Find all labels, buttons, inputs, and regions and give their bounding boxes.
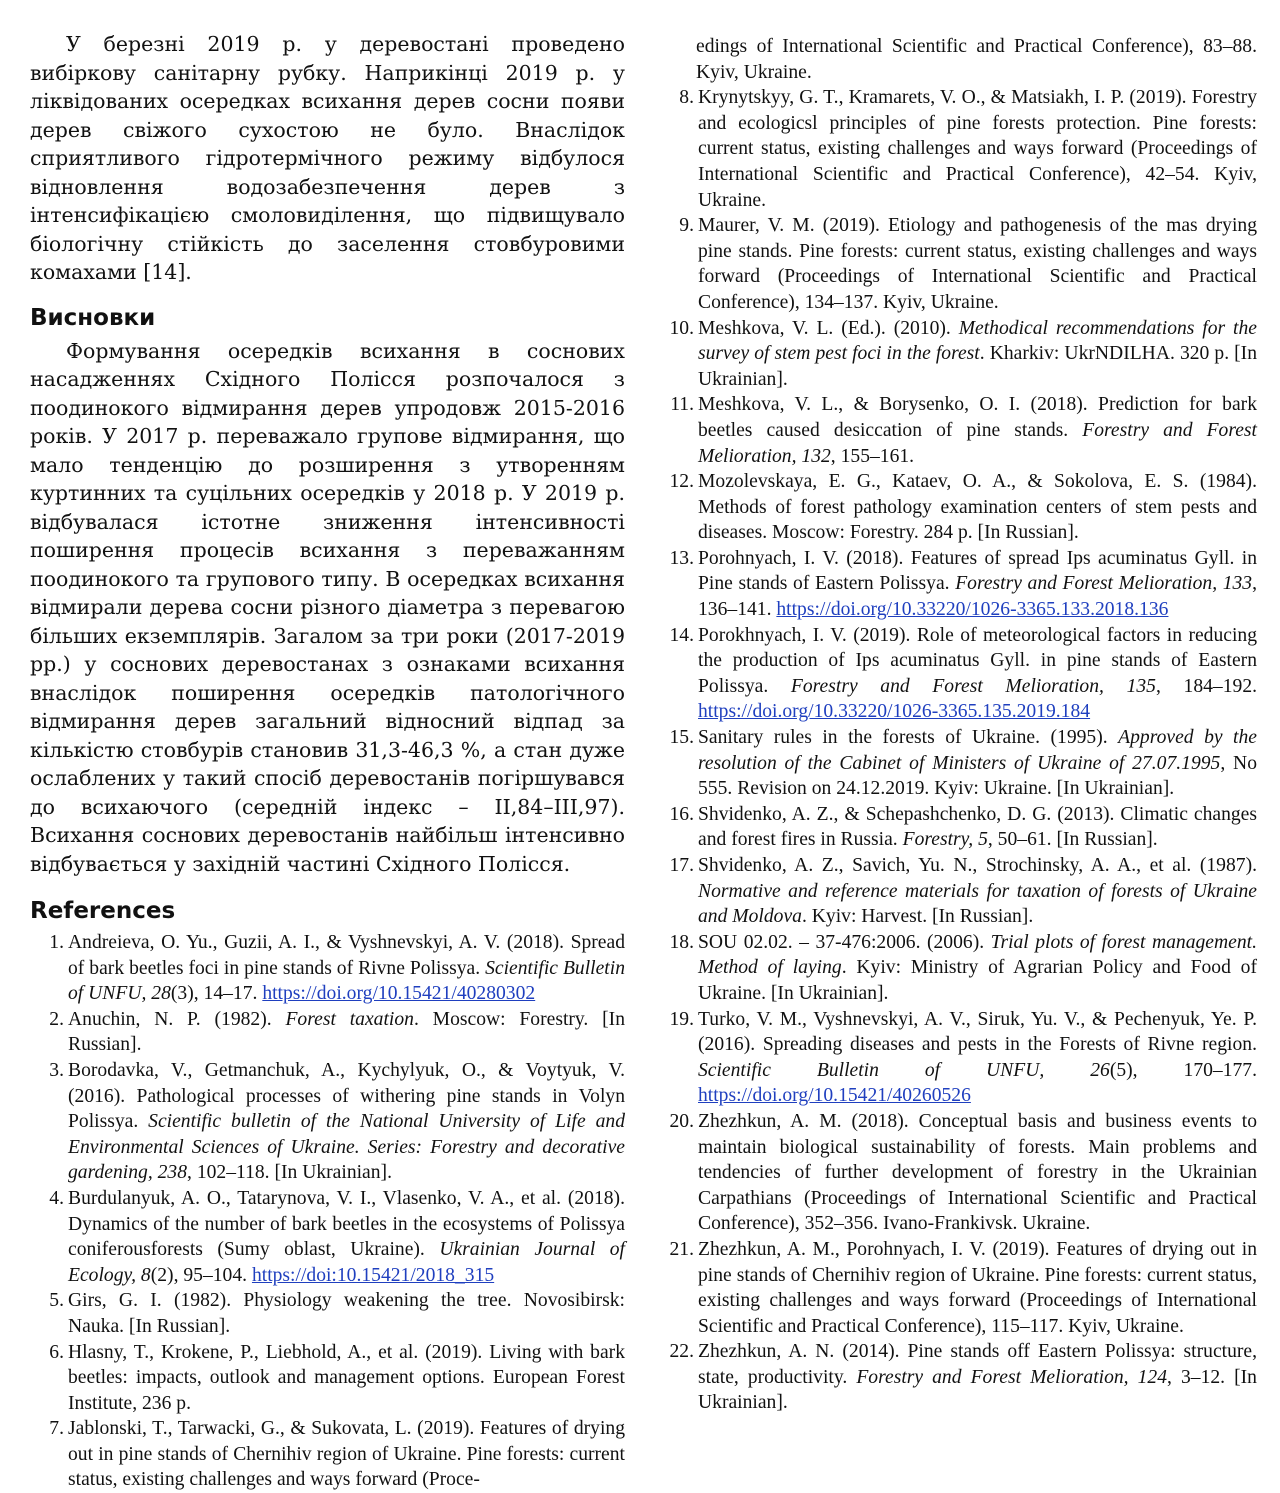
body-paragraph: У березні 2019 р. у деревостані проведено вибіркову санітарну рубку. Наприкінці 2019 р. у ліквідованих осередках всихання дерев сосни появи дерев свіжого сухостою не було. Внаслідок сприятливого гідротермічного режиму відбулося відновлення водозабезпечення дерев з інтенсифікацією смоловиділення, що підвищувало біологічну стійкість до заселення стовбуровими комахами [14].: [30, 32, 625, 284]
reference-continuation: edings of International Scientific and Practical Conference), 83–88. Kyiv, Ukraine.: [696, 36, 1257, 83]
reference-source-title: Scientific bulletin of the National University of Life and Environmental Sciences of Ukraine. Series: Forestry and decorative gardening, 238: [68, 1111, 625, 1184]
reference-main-text: Porohnyach, I. V. (2018). Features of spread Ips acuminatus Gyll. in Pine stands of Eastern Polissya.: [698, 547, 1257, 595]
right-column: [660, 34, 1257, 1416]
reference-main-text: Zhezhkun, A. M., Porohnyach, I. V. (2019). Features of drying out in pine stands of Chernihiv region of Ukraine. Pine forests: current status, existing challenges and ways forward (Proceedings of International Scientific and Practical Conference), 115–117. Kyiv, Ukraine.: [698, 1238, 1257, 1337]
reference-main-text: Borodavka, V., Getmanchuk, A., Kychylyuk, O., & Voytyuk, V. (2016). Pathological processes of withering pine stands in Volyn Polissya.: [68, 1059, 625, 1133]
reference-number: 17.: [669, 855, 694, 876]
reference-main-text: Girs, G. I. (1982). Physiology weakening the tree. Novosibirsk: Nauka. [In Russian].: [68, 1290, 625, 1337]
reference-source-title: Ukrainian Journal of Ecology, 8: [68, 1239, 625, 1286]
reference-number: 7.: [49, 1418, 64, 1440]
reference-number: 2.: [49, 1008, 64, 1030]
reference-text: [698, 725, 1257, 802]
reference-item: [660, 623, 1257, 725]
reference-details: (5), 170–177.: [1109, 1059, 1258, 1081]
reference-text: [698, 213, 1257, 315]
reference-details: . Moscow: Forestry. [In Russian].: [68, 1008, 626, 1056]
reference-source-title: Methodical recommendations for the survey of stem pest foci in the forest: [698, 317, 1257, 365]
reference-number: 4.: [49, 1187, 64, 1209]
reference-item: [660, 1339, 1257, 1416]
reference-item: [660, 85, 1257, 213]
doi-link[interactable]: https://doi.org/10.33220/1026-3365.133.2018.136: [776, 599, 1169, 621]
reference-source-title: Forest taxation: [285, 1008, 414, 1030]
reference-number: 15.: [669, 727, 694, 749]
reference-number: 8.: [679, 87, 694, 109]
reference-details: , 50–61. [In Russian].: [987, 829, 1158, 851]
reference-number: 14.: [669, 624, 694, 646]
reference-text: [68, 1288, 625, 1339]
reference-details: , No 555. Revision on 24.12.2019. Kyiv: Ukraine. [In Ukrainian].: [698, 752, 1257, 800]
conclusions-heading: Висновки: [30, 304, 156, 331]
reference-text: [698, 1237, 1257, 1339]
reference-item: [660, 1237, 1257, 1339]
reference-number: 9.: [679, 215, 694, 237]
reference-text: [68, 1340, 625, 1417]
reference-main-text: Shvidenko, A. Z., & Schepashchenko, D. G. (2013). Climatic changes and forest fires in Russia.: [698, 803, 1257, 851]
reference-details: , 184–192.: [1155, 675, 1258, 697]
reference-source-title: Forestry and Forest Melioration, 135: [790, 675, 1156, 697]
reference-main-text: Shvidenko, A. Z., Savich, Yu. N., Strochinsky, A. A., et al. (1987).: [698, 855, 1257, 876]
reference-number: 18.: [669, 931, 694, 953]
reference-text: [698, 469, 1257, 546]
reference-item: [660, 469, 1257, 546]
reference-number: 10.: [669, 317, 694, 339]
reference-main-text: Maurer, V. M. (2019). Etiology and pathogenesis of the mas drying pine stands. Pine forests: current status, existing challenges and ways forward (Proceedings of International Scientific and Practical Conference), 134–137. Kyiv, Ukraine.: [698, 215, 1257, 313]
reference-number: 6.: [49, 1341, 64, 1363]
reference-item: [660, 392, 1257, 469]
reference-details: , 136–141.: [698, 573, 1258, 621]
reference-text: [698, 623, 1257, 725]
references-list-right: [660, 85, 1257, 1416]
reference-text: [698, 1339, 1257, 1416]
reference-main-text: Mozolevskaya, E. G., Kataev, O. A., & Sokolova, E. S. (1984). Methods of forest pathology examination centers of stem pests and diseases. Moscow: Forestry. 284 p. [In Russian].: [698, 471, 1257, 544]
reference-number: 11.: [670, 394, 694, 416]
reference-number: 16.: [669, 803, 694, 825]
reference-details: . Kharkiv: UkrNDILHA. 320 p. [In Ukrainian].: [698, 343, 1258, 390]
reference-main-text: Turko, V. M., Vyshnevskyi, A. V., Siruk, Yu. V., & Pechenyuk, Ye. P. (2016). Spreading diseases and pests in the Forests of Rivne region.: [698, 1008, 1257, 1056]
reference-text: [68, 1416, 625, 1493]
reference-text: [698, 392, 1257, 469]
reference-source-title: Forestry and Forest Melioration, 124: [856, 1366, 1168, 1388]
reference-item: [660, 853, 1257, 930]
reference-source-title: Forestry, 5: [902, 829, 988, 851]
reference-item: [660, 930, 1257, 1007]
reference-item: [660, 1007, 1257, 1109]
reference-main-text: Porokhnyach, I. V. (2019). Role of meteorological factors in reducing the production of Ips acuminatus Gyll. in pine stands of Eastern Polissya.: [698, 624, 1257, 697]
reference-number: 3.: [49, 1059, 64, 1081]
reference-item: [30, 1186, 625, 1288]
reference-text: [698, 85, 1257, 213]
doi-link[interactable]: https://doi:10.15421/2018_315: [251, 1264, 495, 1286]
reference-main-text: Meshkova, V. L. (Ed.). (2010).: [698, 317, 959, 339]
reference-text: [698, 1109, 1257, 1237]
reference-item: [30, 1416, 625, 1493]
reference-text: [68, 1007, 625, 1058]
reference-text: [698, 546, 1257, 623]
references-heading: References: [30, 898, 176, 924]
reference-main-text: Anuchin, N. P. (1982).: [68, 1008, 286, 1030]
reference-source-title: Normative and reference materials for taxation of forests of Ukraine and Moldova: [698, 880, 1257, 928]
reference-number: 22.: [669, 1341, 694, 1363]
reference-number: 12.: [669, 471, 694, 493]
reference-details: , 3–12. [In Ukrainian].: [698, 1366, 1257, 1414]
reference-main-text: Krynytskyy, G. T., Kramarets, V. O., & Matsiakh, I. P. (2019). Forestry and ecologicsl principles of pine forests protection. Pine forests: current status, existing challenges and ways forward (Proceedings of International Scientific and Practical Conference), 42–54. Kyiv, Ukraine.: [698, 87, 1257, 211]
conclusions-paragraph: Формування осередків всихання в соснових насадженнях Східного Полісся розпочалося з поодинокого відмирання дерев упродовж 2015-2016 років. У 2017 р. переважало групове відмирання, що мало тенденцію до розширення з утворенням куртинних та суцільних осередків у 2018 р. У 2019 р. відбувалася істотне зниження інтенсивності поширення процесів всихання з переважанням поодинокого та групового типу. В осередках всихання відмирали дерева сосни різного діаметра з перевагою більших екземплярів. Загалом за три роки (2017-2019 рр.) у соснових деревостанах з ознаками всихання внаслідок поширення осередків патологічного відмирання дерев загальний відносний відпад за кількістю стовбурів становив 31,3-46,3 %, а стан дуже ослаблених у такий спосіб деревостанів погіршувався до всихаючого (середній індекс – II,84–III,97). Всихання соснових деревостанів найбільш інтенсивно відбувається у західній частині Східного Полісся.: [30, 338, 625, 876]
reference-text: [698, 802, 1257, 853]
reference-details: , 155–161.: [830, 445, 915, 467]
reference-item: [660, 213, 1257, 315]
reference-item: [30, 1340, 625, 1417]
reference-details: , 102–118. [In Ukrainian].: [187, 1162, 392, 1184]
reference-text: [698, 853, 1257, 930]
reference-main-text: Jablonski, T., Tarwacki, G., & Sukovata, L. (2019). Features of drying out in pine stands of Chernihiv region of Ukraine. Pine forests: current status, existing challenges and ways forward (Proce-: [68, 1418, 625, 1491]
reference-details: (2), 95–104.: [150, 1264, 252, 1286]
reference-details: (3), 14–17.: [170, 983, 263, 1005]
doi-link[interactable]: https://doi.org/10.33220/1026-3365.135.2019.184: [698, 701, 1091, 723]
reference-main-text: Meshkova, V. L., & Borysenko, O. I. (2018). Prediction for bark beetles caused desiccation of pine stands.: [698, 394, 1257, 441]
reference-source-title: Scientific Bulletin of UNFU, 26: [698, 1059, 1110, 1081]
reference-text: [68, 930, 625, 1007]
reference-number: 5.: [49, 1290, 64, 1312]
reference-number: 13.: [669, 547, 694, 569]
reference-text: [68, 1058, 625, 1186]
reference-item: [660, 546, 1257, 623]
reference-item: [30, 1007, 625, 1058]
reference-main-text: Burdulanyuk, A. O., Tatarynova, V. I., Vlasenko, V. A., et al. (2018). Dynamics of the number of bark beetles in the ecosystems of Polissya coniferousforests (Sumy oblast, Ukraine).: [68, 1187, 625, 1261]
doi-link[interactable]: https://doi.org/10.15421/40260526: [698, 1085, 971, 1107]
reference-source-title: Scientific Bulletin of UNFU, 28: [68, 957, 625, 1005]
reference-text: [698, 316, 1257, 393]
reference-item: [30, 1288, 625, 1339]
reference-number: 1.: [49, 932, 64, 953]
reference-details: . Kyiv: Ministry of Agrarian Policy and Food of Ukraine. [In Ukrainian].: [698, 957, 1257, 1004]
reference-item: [30, 930, 625, 1007]
reference-text: [698, 1007, 1257, 1109]
reference-number: 21.: [669, 1238, 694, 1260]
reference-main-text: Hlasny, T., Krokene, P., Liebhold, A., et al. (2019). Living with bark beetles: impacts, outlook and management options. European Forest Institute, 236 p.: [68, 1341, 625, 1414]
left-column: [30, 30, 625, 1493]
reference-number: 20.: [669, 1110, 694, 1132]
reference-item: [660, 802, 1257, 853]
reference-item: [660, 725, 1257, 802]
reference-details: . Kyiv: Harvest. [In Russian].: [801, 906, 1034, 928]
reference-text: [698, 930, 1257, 1007]
reference-main-text: Sanitary rules in the forests of Ukraine. (1995).: [698, 727, 1119, 749]
reference-source-title: Forestry and Forest Melioration, 133: [955, 573, 1253, 595]
reference-item: [660, 316, 1257, 393]
doi-link[interactable]: https://doi.org/10.15421/40280302: [262, 983, 536, 1005]
reference-source-title: Forestry and Forest Melioration, 132: [698, 419, 1257, 467]
reference-main-text: Zhezhkun, A. N. (2014). Pine stands off Eastern Polissya: structure, state, productivity.: [698, 1341, 1257, 1388]
reference-main-text: SOU 02.02. – 37-476:2006. (2006).: [698, 931, 991, 953]
reference-item: [30, 1058, 625, 1186]
reference-text: [68, 1186, 625, 1288]
reference-main-text: Andreieva, O. Yu., Guzii, A. I., & Vyshnevskyi, A. V. (2018). Spread of bark beetles foci in pine stands of Rivne Polissya.: [68, 932, 625, 979]
reference-item: [660, 1109, 1257, 1237]
reference-number: 19.: [669, 1008, 694, 1030]
reference-source-title: Approved by the resolution of the Cabinet of Ministers of Ukraine of 27.07.1995: [698, 727, 1257, 774]
reference-main-text: Zhezhkun, A. M. (2018). Conceptual basis and business events to maintain biological sustainability of forests. Main problems and tendencies of further development of forestry in the Ukrainian Carpathians (Proceedings of International Scientific and Practical Conference), 352–356. Ivano-Frankivsk. Ukraine.: [698, 1110, 1257, 1235]
references-list-left: [30, 930, 625, 1493]
reference-source-title: Trial plots of forest management. Method of laying: [698, 931, 1257, 979]
